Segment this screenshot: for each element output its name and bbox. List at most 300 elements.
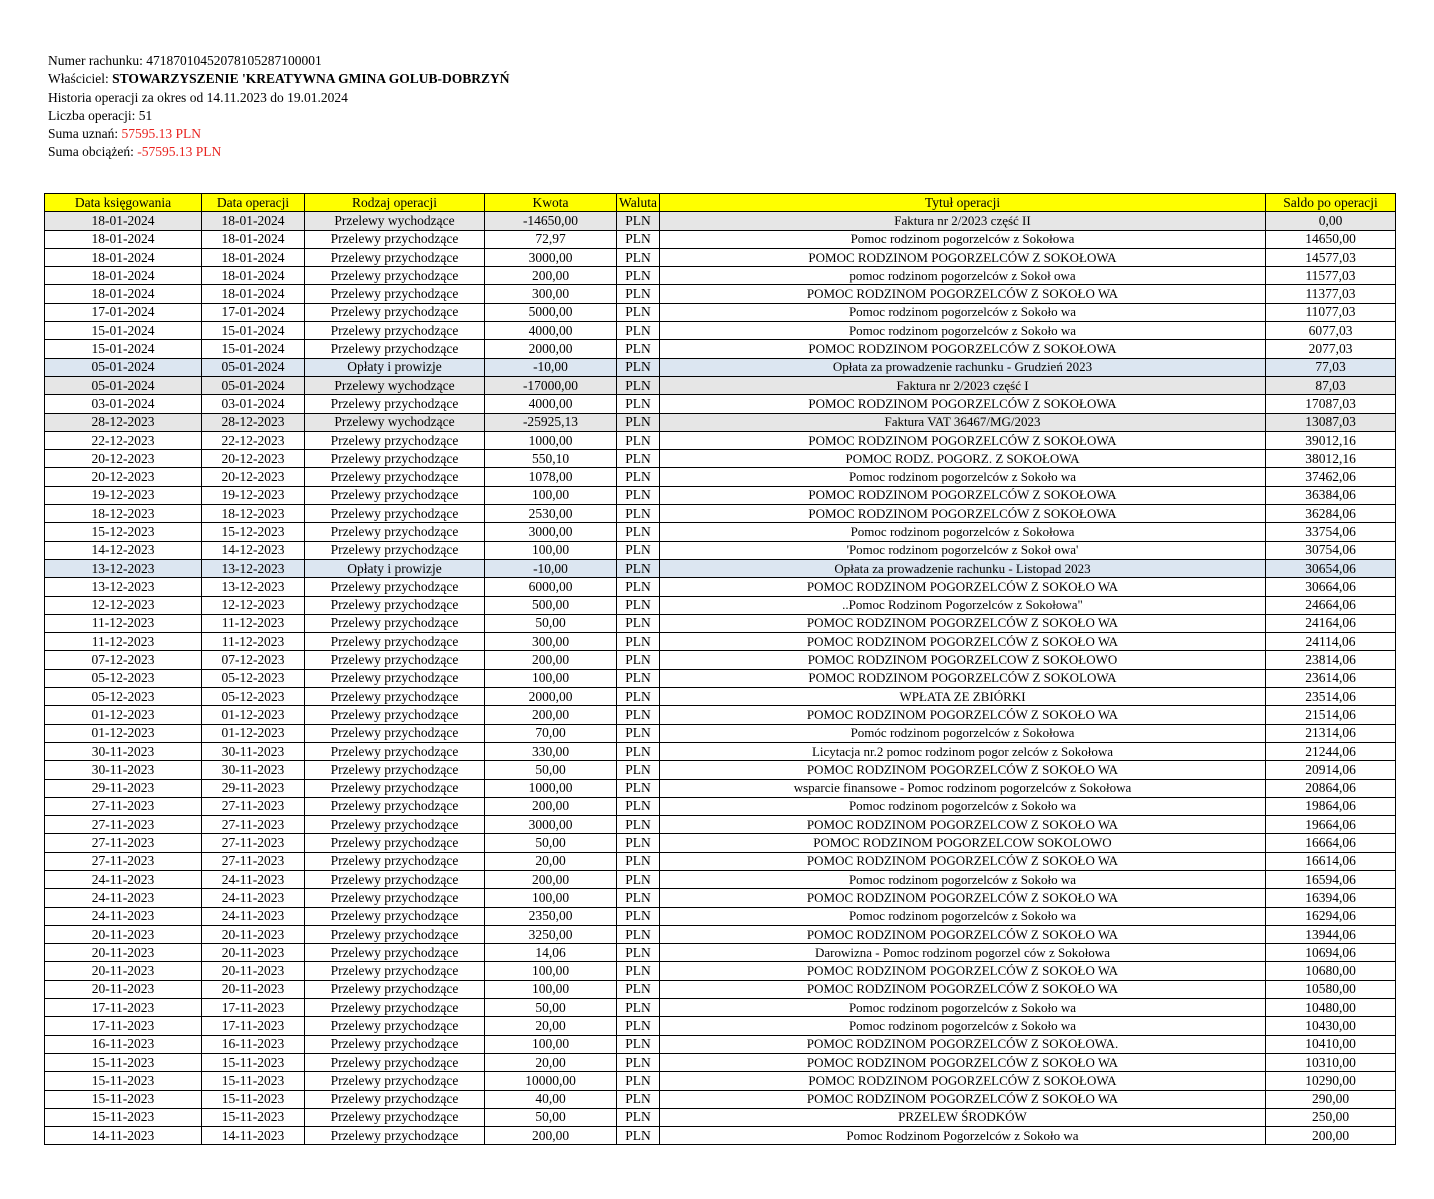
currency-cell: PLN <box>617 468 660 486</box>
booking-date-cell: 20-12-2023 <box>45 450 202 468</box>
currency-cell: PLN <box>617 303 660 321</box>
amount-cell: 50,00 <box>485 999 617 1017</box>
title-cell: Opłata za prowadzenie rachunku - Grudzień 2023 <box>660 358 1266 376</box>
debits-sum-line <box>48 143 510 161</box>
amount-cell: 550,10 <box>485 450 617 468</box>
operation-type-cell: Przelewy przychodzące <box>305 1072 485 1090</box>
table-row <box>45 797 1396 815</box>
currency-cell: PLN <box>617 742 660 760</box>
booking-date-cell: 18-01-2024 <box>45 267 202 285</box>
currency-cell: PLN <box>617 285 660 303</box>
currency-cell: PLN <box>617 413 660 431</box>
operation-type-cell: Przelewy przychodzące <box>305 1053 485 1071</box>
credits-label: Suma uznań: <box>48 126 119 142</box>
amount-cell: 100,00 <box>485 669 617 687</box>
amount-cell: 2000,00 <box>485 340 617 358</box>
operation-type-cell: Przelewy przychodzące <box>305 322 485 340</box>
table-row <box>45 669 1396 687</box>
table-row <box>45 541 1396 559</box>
title-cell: POMOC RODZINOM POGORZELCÓW Z SOKOŁO WA <box>660 962 1266 980</box>
operation-type-cell: Przelewy przychodzące <box>305 651 485 669</box>
currency-cell: PLN <box>617 614 660 632</box>
operation-date-cell: 27-11-2023 <box>202 797 305 815</box>
amount-cell: 100,00 <box>485 486 617 504</box>
booking-date-cell: 01-12-2023 <box>45 724 202 742</box>
currency-cell: PLN <box>617 450 660 468</box>
table-row <box>45 907 1396 925</box>
currency-cell: PLN <box>617 761 660 779</box>
title-cell: PRZELEW ŚRODKÓW <box>660 1108 1266 1126</box>
operation-type-cell: Przelewy przychodzące <box>305 852 485 870</box>
table-row <box>45 688 1396 706</box>
amount-cell: 100,00 <box>485 1035 617 1053</box>
operation-date-cell: 30-11-2023 <box>202 761 305 779</box>
amount-cell: 50,00 <box>485 614 617 632</box>
balance-cell: 87,03 <box>1266 376 1396 394</box>
operation-type-cell: Przelewy przychodzące <box>305 742 485 760</box>
balance-cell: 20864,06 <box>1266 779 1396 797</box>
currency-cell: PLN <box>617 578 660 596</box>
debits-label: Suma obciążeń: <box>48 144 134 160</box>
operation-type-cell: Przelewy przychodzące <box>305 450 485 468</box>
title-cell: WPŁATA ZE ZBIÓRKI <box>660 688 1266 706</box>
currency-cell: PLN <box>617 1035 660 1053</box>
table-row <box>45 1053 1396 1071</box>
booking-date-cell: 03-01-2024 <box>45 395 202 413</box>
title-cell: POMOC RODZINOM POGORZELCÓW Z SOKOŁOWA <box>660 505 1266 523</box>
balance-cell: 16664,06 <box>1266 834 1396 852</box>
table-row <box>45 889 1396 907</box>
title-cell: POMOC RODZINOM POGORZELCÓW Z SOKOŁOWA. <box>660 1035 1266 1053</box>
currency-cell: PLN <box>617 559 660 577</box>
title-cell: Pomóc rodzinom pogorzelców z Sokołowa <box>660 724 1266 742</box>
currency-cell: PLN <box>617 907 660 925</box>
credits-sum-line <box>48 125 510 143</box>
operations-count: Liczba operacji: 51 <box>48 107 153 123</box>
amount-cell: 100,00 <box>485 980 617 998</box>
title-cell: POMOC RODZINOM POGORZELCÓW Z SOKOŁO WA <box>660 925 1266 943</box>
operation-date-cell: 20-12-2023 <box>202 450 305 468</box>
currency-cell: PLN <box>617 505 660 523</box>
currency-cell: PLN <box>617 1090 660 1108</box>
balance-cell: 19664,06 <box>1266 816 1396 834</box>
amount-cell: 1078,00 <box>485 468 617 486</box>
balance-cell: 0,00 <box>1266 212 1396 230</box>
booking-date-cell: 18-01-2024 <box>45 248 202 266</box>
operation-type-cell: Przelewy przychodzące <box>305 541 485 559</box>
owner-name: STOWARZYSZENIE 'KREATYWNA GMINA GOLUB-DOBRZYŃ <box>112 71 510 87</box>
operation-date-cell: 28-12-2023 <box>202 413 305 431</box>
operation-type-cell: Przelewy przychodzące <box>305 303 485 321</box>
currency-cell: PLN <box>617 999 660 1017</box>
booking-date-cell: 19-12-2023 <box>45 486 202 504</box>
booking-date-cell: 05-01-2024 <box>45 376 202 394</box>
amount-cell: 50,00 <box>485 761 617 779</box>
balance-cell: 10430,00 <box>1266 1017 1396 1035</box>
operation-date-cell: 17-11-2023 <box>202 1017 305 1035</box>
title-cell: POMOC RODZINOM POGORZELCÓW Z SOKOŁOWA <box>660 248 1266 266</box>
title-cell: POMOC RODZINOM POGORZELCÓW Z SOKOŁO WA <box>660 1090 1266 1108</box>
booking-date-cell: 11-12-2023 <box>45 614 202 632</box>
table-row <box>45 962 1396 980</box>
table-row <box>45 1108 1396 1126</box>
table-row <box>45 376 1396 394</box>
booking-date-cell: 05-12-2023 <box>45 688 202 706</box>
balance-cell: 17087,03 <box>1266 395 1396 413</box>
table-row <box>45 742 1396 760</box>
title-cell: Opłata za prowadzenie rachunku - Listopad 2023 <box>660 559 1266 577</box>
amount-cell: -17000,00 <box>485 376 617 394</box>
booking-date-cell: 15-11-2023 <box>45 1072 202 1090</box>
title-cell: Pomoc rodzinom pogorzelców z Sokoło wa <box>660 907 1266 925</box>
owner-label: Właściciel: <box>48 71 109 87</box>
amount-cell: 5000,00 <box>485 303 617 321</box>
statement-header <box>48 52 510 162</box>
booking-date-cell: 20-11-2023 <box>45 944 202 962</box>
title-cell: POMOC RODZINOM POGORZELCÓW Z SOKOŁO WA <box>660 578 1266 596</box>
balance-cell: 16614,06 <box>1266 852 1396 870</box>
balance-cell: 23614,06 <box>1266 669 1396 687</box>
amount-cell: 200,00 <box>485 267 617 285</box>
amount-cell: 300,00 <box>485 285 617 303</box>
balance-cell: 36384,06 <box>1266 486 1396 504</box>
table-row <box>45 578 1396 596</box>
operation-type-cell: Przelewy przychodzące <box>305 523 485 541</box>
title-cell: POMOC RODZINOM POGORZELCOW Z SOKOŁOWO <box>660 651 1266 669</box>
operation-date-cell: 14-12-2023 <box>202 541 305 559</box>
debits-value: -57595.13 PLN <box>137 144 222 160</box>
booking-date-cell: 07-12-2023 <box>45 651 202 669</box>
amount-cell: 200,00 <box>485 1127 617 1145</box>
amount-cell: 20,00 <box>485 1017 617 1035</box>
title-cell: Pomoc Rodzinom Pogorzelców z Sokoło wa <box>660 1127 1266 1145</box>
operation-type-cell: Przelewy przychodzące <box>305 669 485 687</box>
table-row <box>45 761 1396 779</box>
column-header-operation-type: Rodzaj operacji <box>305 194 485 212</box>
operation-type-cell: Przelewy przychodzące <box>305 907 485 925</box>
amount-cell: 50,00 <box>485 834 617 852</box>
title-cell: POMOC RODZINOM POGORZELCÓW Z SOKOŁO WA <box>660 889 1266 907</box>
title-cell: POMOC RODZINOM POGORZELCÓW Z SOKOŁO WA <box>660 633 1266 651</box>
column-header-booking-date: Data księgowania <box>45 194 202 212</box>
operation-date-cell: 20-12-2023 <box>202 468 305 486</box>
operation-type-cell: Przelewy przychodzące <box>305 486 485 504</box>
table-row <box>45 559 1396 577</box>
amount-cell: 200,00 <box>485 706 617 724</box>
balance-cell: 250,00 <box>1266 1108 1396 1126</box>
amount-cell: -25925,13 <box>485 413 617 431</box>
operation-type-cell: Przelewy przychodzące <box>305 505 485 523</box>
operation-type-cell: Przelewy przychodzące <box>305 889 485 907</box>
currency-cell: PLN <box>617 230 660 248</box>
amount-cell: 50,00 <box>485 1108 617 1126</box>
history-period: Historia operacji za okres od 14.11.2023 do 19.01.2024 <box>48 89 348 105</box>
balance-cell: 30664,06 <box>1266 578 1396 596</box>
amount-cell: 200,00 <box>485 870 617 888</box>
operation-type-cell: Przelewy przychodzące <box>305 761 485 779</box>
operation-type-cell: Przelewy przychodzące <box>305 1035 485 1053</box>
amount-cell: -10,00 <box>485 559 617 577</box>
operation-type-cell: Przelewy wychodzące <box>305 376 485 394</box>
booking-date-cell: 20-12-2023 <box>45 468 202 486</box>
currency-cell: PLN <box>617 486 660 504</box>
currency-cell: PLN <box>617 706 660 724</box>
title-cell: Pomoc rodzinom pogorzelców z Sokoło wa <box>660 870 1266 888</box>
column-header-currency: Waluta <box>617 194 660 212</box>
balance-cell: 11377,03 <box>1266 285 1396 303</box>
operation-date-cell: 19-12-2023 <box>202 486 305 504</box>
booking-date-cell: 18-01-2024 <box>45 212 202 230</box>
title-cell: POMOC RODZINOM POGORZELCOW SOKOLOWO <box>660 834 1266 852</box>
title-cell: Darowizna - Pomoc rodzinom pogorzel ców z Sokołowa <box>660 944 1266 962</box>
title-cell: pomoc rodzinom pogorzelców z Sokoł owa <box>660 267 1266 285</box>
currency-cell: PLN <box>617 925 660 943</box>
balance-cell: 16294,06 <box>1266 907 1396 925</box>
operation-type-cell: Przelewy przychodzące <box>305 1090 485 1108</box>
operation-date-cell: 12-12-2023 <box>202 596 305 614</box>
booking-date-cell: 29-11-2023 <box>45 779 202 797</box>
balance-cell: 290,00 <box>1266 1090 1396 1108</box>
currency-cell: PLN <box>617 1017 660 1035</box>
column-header-amount: Kwota <box>485 194 617 212</box>
operation-type-cell: Opłaty i prowizje <box>305 559 485 577</box>
currency-cell: PLN <box>617 688 660 706</box>
operation-type-cell: Przelewy przychodzące <box>305 706 485 724</box>
operation-type-cell: Przelewy przychodzące <box>305 285 485 303</box>
title-cell: POMOC RODZINOM POGORZELCÓW Z SOKOŁOWA <box>660 431 1266 449</box>
operation-type-cell: Przelewy przychodzące <box>305 779 485 797</box>
booking-date-cell: 12-12-2023 <box>45 596 202 614</box>
title-cell: ..Pomoc Rodzinom Pogorzelców z Sokołowa" <box>660 596 1266 614</box>
currency-cell: PLN <box>617 523 660 541</box>
title-cell: POMOC RODZINOM POGORZELCÓW Z SOKOŁO WA <box>660 285 1266 303</box>
booking-date-cell: 05-12-2023 <box>45 669 202 687</box>
balance-cell: 11077,03 <box>1266 303 1396 321</box>
booking-date-cell: 27-11-2023 <box>45 797 202 815</box>
account-number: 47187010452078105287100001 <box>146 53 322 68</box>
table-row <box>45 816 1396 834</box>
amount-cell: 2000,00 <box>485 688 617 706</box>
table-row <box>45 944 1396 962</box>
operation-type-cell: Przelewy przychodzące <box>305 596 485 614</box>
operation-date-cell: 27-11-2023 <box>202 834 305 852</box>
operation-type-cell: Przelewy przychodzące <box>305 267 485 285</box>
amount-cell: 200,00 <box>485 651 617 669</box>
balance-cell: 10694,06 <box>1266 944 1396 962</box>
title-cell: POMOC RODZINOM POGORZELCÓW Z SOKOŁOWA <box>660 395 1266 413</box>
operation-date-cell: 24-11-2023 <box>202 870 305 888</box>
booking-date-cell: 24-11-2023 <box>45 870 202 888</box>
balance-cell: 10290,00 <box>1266 1072 1396 1090</box>
balance-cell: 16594,06 <box>1266 870 1396 888</box>
balance-cell: 21314,06 <box>1266 724 1396 742</box>
operation-type-cell: Przelewy przychodzące <box>305 614 485 632</box>
balance-cell: 21514,06 <box>1266 706 1396 724</box>
currency-cell: PLN <box>617 779 660 797</box>
table-row <box>45 395 1396 413</box>
title-cell: Pomoc rodzinom pogorzelców z Sokołowa <box>660 230 1266 248</box>
booking-date-cell: 24-11-2023 <box>45 889 202 907</box>
balance-cell: 38012,16 <box>1266 450 1396 468</box>
currency-cell: PLN <box>617 431 660 449</box>
operation-date-cell: 18-01-2024 <box>202 230 305 248</box>
amount-cell: 100,00 <box>485 962 617 980</box>
balance-cell: 13944,06 <box>1266 925 1396 943</box>
amount-cell: 4000,00 <box>485 322 617 340</box>
currency-cell: PLN <box>617 1108 660 1126</box>
operation-type-cell: Przelewy przychodzące <box>305 633 485 651</box>
currency-cell: PLN <box>617 852 660 870</box>
table-row <box>45 212 1396 230</box>
title-cell: POMOC RODZINOM POGORZELCOW Z SOKOŁO WA <box>660 816 1266 834</box>
booking-date-cell: 18-01-2024 <box>45 230 202 248</box>
balance-cell: 16394,06 <box>1266 889 1396 907</box>
title-cell: Pomoc rodzinom pogorzelców z Sokoło wa <box>660 303 1266 321</box>
operation-date-cell: 27-11-2023 <box>202 852 305 870</box>
operations-table-body <box>45 212 1396 1145</box>
title-cell: POMOC RODZINOM POGORZELCÓW Z SOKOŁO WA <box>660 614 1266 632</box>
operation-date-cell: 18-01-2024 <box>202 267 305 285</box>
table-header-row <box>45 194 1396 212</box>
balance-cell: 36284,06 <box>1266 505 1396 523</box>
operation-date-cell: 17-01-2024 <box>202 303 305 321</box>
operation-type-cell: Przelewy przychodzące <box>305 999 485 1017</box>
title-cell: Pomoc rodzinom pogorzelców z Sokoło wa <box>660 797 1266 815</box>
table-row <box>45 925 1396 943</box>
owner-line <box>48 70 510 88</box>
operation-type-cell: Przelewy wychodzące <box>305 212 485 230</box>
title-cell: POMOC RODZ. POGORZ. Z SOKOŁOWA <box>660 450 1266 468</box>
balance-cell: 19864,06 <box>1266 797 1396 815</box>
title-cell: POMOC RODZINOM POGORZELCÓW Z SOKOŁOWA <box>660 486 1266 504</box>
booking-date-cell: 13-12-2023 <box>45 559 202 577</box>
booking-date-cell: 20-11-2023 <box>45 980 202 998</box>
table-row <box>45 358 1396 376</box>
title-cell: Faktura nr 2/2023 część I <box>660 376 1266 394</box>
amount-cell: 100,00 <box>485 541 617 559</box>
booking-date-cell: 15-01-2024 <box>45 340 202 358</box>
amount-cell: 3250,00 <box>485 925 617 943</box>
credits-value: 57595.13 PLN <box>121 126 202 142</box>
currency-cell: PLN <box>617 834 660 852</box>
operation-type-cell: Przelewy przychodzące <box>305 816 485 834</box>
column-header-title: Tytuł operacji <box>660 194 1266 212</box>
operation-date-cell: 20-11-2023 <box>202 925 305 943</box>
booking-date-cell: 05-01-2024 <box>45 358 202 376</box>
table-row <box>45 413 1396 431</box>
account-number-line <box>48 52 510 70</box>
amount-cell: 4000,00 <box>485 395 617 413</box>
operation-date-cell: 27-11-2023 <box>202 816 305 834</box>
table-row <box>45 614 1396 632</box>
currency-cell: PLN <box>617 962 660 980</box>
currency-cell: PLN <box>617 1072 660 1090</box>
operation-date-cell: 30-11-2023 <box>202 742 305 760</box>
operation-date-cell: 15-11-2023 <box>202 1090 305 1108</box>
operation-type-cell: Przelewy przychodzące <box>305 1108 485 1126</box>
balance-cell: 10580,00 <box>1266 980 1396 998</box>
balance-cell: 11577,03 <box>1266 267 1396 285</box>
operation-date-cell: 24-11-2023 <box>202 889 305 907</box>
balance-cell: 6077,03 <box>1266 322 1396 340</box>
table-row <box>45 980 1396 998</box>
operation-date-cell: 24-11-2023 <box>202 907 305 925</box>
balance-cell: 2077,03 <box>1266 340 1396 358</box>
booking-date-cell: 22-12-2023 <box>45 431 202 449</box>
title-cell: Pomoc rodzinom pogorzelców z Sokoło wa <box>660 1017 1266 1035</box>
currency-cell: PLN <box>617 816 660 834</box>
balance-cell: 37462,06 <box>1266 468 1396 486</box>
booking-date-cell: 30-11-2023 <box>45 742 202 760</box>
operation-date-cell: 22-12-2023 <box>202 431 305 449</box>
operation-date-cell: 16-11-2023 <box>202 1035 305 1053</box>
currency-cell: PLN <box>617 248 660 266</box>
operation-date-cell: 18-01-2024 <box>202 212 305 230</box>
table-row <box>45 1035 1396 1053</box>
amount-cell: 3000,00 <box>485 816 617 834</box>
booking-date-cell: 24-11-2023 <box>45 907 202 925</box>
booking-date-cell: 15-01-2024 <box>45 322 202 340</box>
currency-cell: PLN <box>617 376 660 394</box>
currency-cell: PLN <box>617 797 660 815</box>
balance-cell: 21244,06 <box>1266 742 1396 760</box>
currency-cell: PLN <box>617 889 660 907</box>
balance-cell: 24664,06 <box>1266 596 1396 614</box>
table-row <box>45 523 1396 541</box>
operation-type-cell: Przelewy przychodzące <box>305 248 485 266</box>
operation-type-cell: Przelewy przychodzące <box>305 340 485 358</box>
amount-cell: 2350,00 <box>485 907 617 925</box>
title-cell: Faktura VAT 36467/MG/2023 <box>660 413 1266 431</box>
operation-date-cell: 05-12-2023 <box>202 688 305 706</box>
amount-cell: 200,00 <box>485 797 617 815</box>
booking-date-cell: 30-11-2023 <box>45 761 202 779</box>
booking-date-cell: 28-12-2023 <box>45 413 202 431</box>
amount-cell: 500,00 <box>485 596 617 614</box>
operation-date-cell: 29-11-2023 <box>202 779 305 797</box>
table-row <box>45 1072 1396 1090</box>
balance-cell: 23514,06 <box>1266 688 1396 706</box>
operation-type-cell: Przelewy przychodzące <box>305 925 485 943</box>
title-cell: POMOC RODZINOM POGORZELCÓW Z SOKOŁO WA <box>660 761 1266 779</box>
currency-cell: PLN <box>617 267 660 285</box>
operation-type-cell: Przelewy przychodzące <box>305 468 485 486</box>
table-row <box>45 230 1396 248</box>
table-row <box>45 870 1396 888</box>
operation-date-cell: 01-12-2023 <box>202 706 305 724</box>
table-row <box>45 322 1396 340</box>
table-row <box>45 431 1396 449</box>
booking-date-cell: 20-11-2023 <box>45 962 202 980</box>
amount-cell: 2530,00 <box>485 505 617 523</box>
booking-date-cell: 17-11-2023 <box>45 999 202 1017</box>
currency-cell: PLN <box>617 980 660 998</box>
table-row <box>45 505 1396 523</box>
balance-cell: 10410,00 <box>1266 1035 1396 1053</box>
amount-cell: 1000,00 <box>485 779 617 797</box>
table-row <box>45 999 1396 1017</box>
amount-cell: 330,00 <box>485 742 617 760</box>
booking-date-cell: 18-12-2023 <box>45 505 202 523</box>
amount-cell: 6000,00 <box>485 578 617 596</box>
operation-date-cell: 18-12-2023 <box>202 505 305 523</box>
column-header-operation-date: Data operacji <box>202 194 305 212</box>
operation-date-cell: 15-12-2023 <box>202 523 305 541</box>
operation-type-cell: Przelewy przychodzące <box>305 1017 485 1035</box>
title-cell: POMOC RODZINOM POGORZELCÓW Z SOKOŁO WA <box>660 980 1266 998</box>
operation-type-cell: Przelewy wychodzące <box>305 413 485 431</box>
currency-cell: PLN <box>617 633 660 651</box>
